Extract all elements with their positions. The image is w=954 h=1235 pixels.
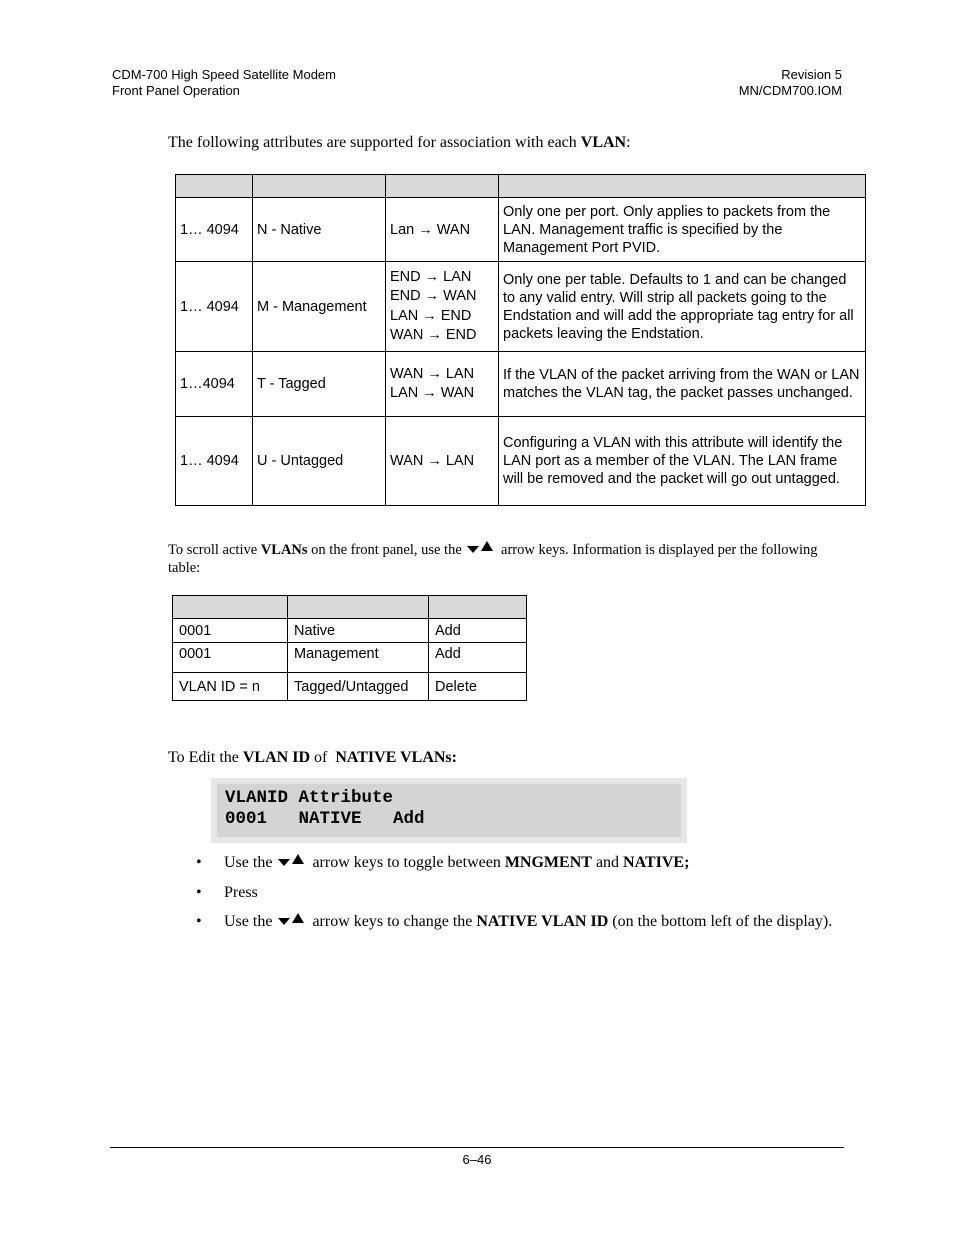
vlan-direction: WAN → LAN LAN → WAN: [386, 352, 499, 417]
lcd-line-1: VLANID Attribute: [225, 788, 394, 808]
vlan-description: If the VLAN of the packet arriving from the WAN or LAN matches the VLAN tag, the packet passes unchanged.: [499, 352, 866, 417]
vlan-description: Only one per port. Only applies to packets from the LAN. Management traffic is specified by the Management Port PVID.: [499, 198, 866, 262]
vlan-range: 1… 4094: [176, 262, 253, 352]
table-row: [176, 198, 866, 262]
doc-number: MN/CDM700.IOM: [738, 83, 842, 98]
bullet-icon: •: [196, 883, 202, 901]
vlan-type-cell: Management: [288, 643, 429, 673]
down-up-arrow-keys-icon: [276, 854, 308, 868]
running-header-left: [112, 67, 336, 99]
down-arrow-icon: [467, 546, 479, 553]
list-item: • Use the arrow keys to toggle between MNGMENT and NATIVE;: [196, 852, 832, 882]
vlan-type-cell: Tagged/Untagged: [288, 673, 429, 701]
list-item: • Press: [196, 882, 832, 912]
instruction-list: [196, 852, 832, 941]
vlan-range: 1… 4094: [176, 417, 253, 506]
vlan-attribute: T - Tagged: [253, 352, 386, 417]
vlan-id-cell: 0001: [173, 643, 288, 673]
up-arrow-icon: [481, 541, 493, 551]
vlan-action-cell: Add: [429, 619, 527, 643]
table-row: [176, 262, 866, 352]
list-item: • Use the arrow keys to change the NATIVE VLAN ID (on the bottom left of the display).: [196, 911, 832, 941]
table-row: [173, 619, 527, 643]
down-arrow-icon: [278, 918, 290, 925]
lcd-line-2: 0001 NATIVE Add: [225, 809, 425, 829]
table-header-row: [173, 596, 527, 619]
vlan-id-cell: VLAN ID = n: [173, 673, 288, 701]
vlan-direction: Lan → WAN: [386, 198, 499, 262]
table-row: [173, 643, 527, 673]
chapter-title: Front Panel Operation: [112, 83, 240, 98]
footer-rule: [110, 1147, 844, 1148]
vlan-display-table: [172, 595, 527, 701]
vlan-attributes-table: [175, 174, 866, 506]
vlan-direction: WAN → LAN: [386, 417, 499, 506]
vlan-description: Configuring a VLAN with this attribute will identify the LAN port as a member of the VLAN. The LAN frame will be removed and the packet will go out untagged.: [499, 417, 866, 506]
down-up-arrow-keys-icon: [276, 913, 308, 927]
table-row: [173, 673, 527, 701]
edit-native-vlan-heading: To Edit the VLAN ID of NATIVE VLANs:: [168, 749, 457, 766]
lcd-screen: [217, 784, 681, 837]
vlan-description: Only one per table. Defaults to 1 and can be changed to any valid entry. Will strip all packets going to the Endstation and will add the appropriate tag entry for all packets leaving the Endstation.: [499, 262, 866, 352]
up-arrow-icon: [292, 854, 304, 864]
vlan-action-cell: Add: [429, 643, 527, 673]
intro-paragraph: The following attributes are supported for association with each VLAN:: [168, 134, 631, 151]
down-up-arrow-keys-icon: [465, 541, 497, 555]
vlan-attribute: M - Management: [253, 262, 386, 352]
scroll-instruction: To scroll active VLANs on the front panel, use the arrow keys. Information is displayed per the following table:: [168, 542, 818, 576]
table-row: [176, 417, 866, 506]
table-header-row: [176, 175, 866, 198]
up-arrow-icon: [292, 913, 304, 923]
vlan-range: 1…4094: [176, 352, 253, 417]
bullet-icon: •: [196, 854, 202, 871]
page-number: 6–46: [462, 1152, 492, 1167]
bullet-icon: •: [196, 913, 202, 930]
revision: Revision 5: [781, 67, 842, 82]
vlan-action-cell: Delete: [429, 673, 527, 701]
vlan-attribute: N - Native: [253, 198, 386, 262]
vlan-id-cell: 0001: [173, 619, 288, 643]
vlan-direction: END → LAN END → WAN LAN → END WAN → END: [386, 262, 499, 352]
vlan-type-cell: Native: [288, 619, 429, 643]
vlan-attribute: U - Untagged: [253, 417, 386, 506]
down-arrow-icon: [278, 859, 290, 866]
doc-title: CDM-700 High Speed Satellite Modem: [112, 67, 336, 82]
vlan-range: 1… 4094: [176, 198, 253, 262]
running-header-right: [739, 67, 842, 99]
table-row: [176, 352, 866, 417]
front-panel-display: [211, 778, 687, 843]
